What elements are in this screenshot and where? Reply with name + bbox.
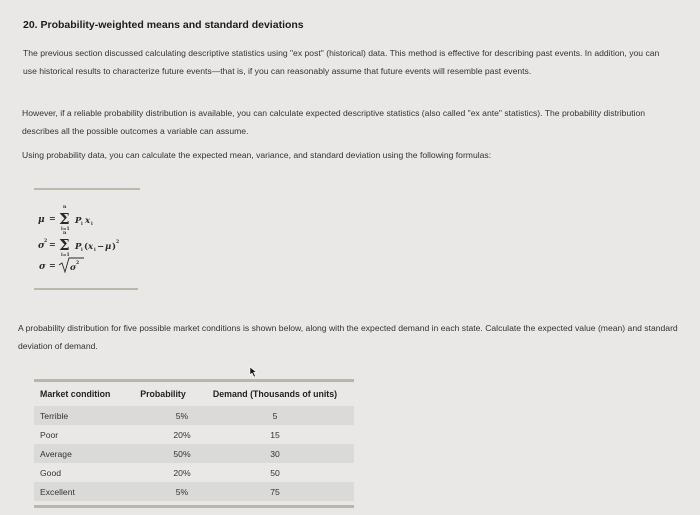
cell-demand: 30 [270, 448, 280, 459]
svg-text:x: x [88, 242, 94, 252]
cell-probability: 20% [173, 429, 191, 440]
svg-text:n: n [63, 231, 67, 236]
svg-text:(: ( [84, 242, 89, 252]
svg-text:2: 2 [44, 239, 48, 244]
formula-top-rule [34, 188, 140, 190]
cell-demand: 75 [270, 486, 280, 497]
paragraph-problem: A probability distribution for five possible market conditions is shown below, along with the expected demand in each state. Calculate the expected value (mean) and standard deviation of demand. [18, 323, 678, 351]
svg-text:−: − [97, 242, 105, 252]
svg-text:σ: σ [70, 263, 77, 273]
svg-text:i: i [91, 222, 93, 227]
svg-text:): ) [112, 242, 117, 252]
svg-text:i=1: i=1 [61, 253, 70, 258]
svg-text:i: i [94, 248, 96, 253]
svg-text:σ: σ [38, 241, 45, 251]
table-row [34, 406, 354, 425]
cell-condition: Good [40, 467, 62, 478]
table-bottom-rule [34, 505, 354, 508]
table-row [34, 444, 354, 463]
header-market-condition: Market condition [40, 389, 111, 399]
mouse-cursor-icon [249, 366, 259, 378]
table-header-row [34, 382, 354, 406]
paragraph-ex-post: The previous section discussed calculating descriptive statistics using "ex post" (historical) data. This method is effective for describing past events. In addition, you can use historical results to characterize future events—that is, if you can reasonably assume that future events will resemble past events. [23, 48, 660, 76]
svg-text:=: = [49, 213, 56, 223]
svg-text:P: P [75, 242, 82, 252]
svg-text:2: 2 [76, 261, 80, 266]
svg-text:i: i [81, 222, 83, 227]
table-row [34, 425, 354, 444]
svg-text:Σ: Σ [59, 236, 70, 254]
header-probability: Probability [140, 389, 186, 399]
cell-condition: Poor [40, 429, 59, 440]
cell-demand: 50 [270, 467, 280, 478]
formula-block [34, 188, 139, 292]
cell-demand: 15 [270, 429, 280, 440]
svg-text:i=1: i=1 [61, 227, 70, 232]
table-row [34, 482, 354, 501]
cell-probability: 5% [175, 486, 189, 497]
distribution-table [34, 379, 354, 508]
paragraph-ex-ante: However, if a reliable probability distribution is available, you can calculate expected descriptive statistics (also called "ex ante" statistics). The probability distribution describes all the possible outcomes a variable can assume. [22, 108, 646, 136]
cell-condition: Average [40, 448, 72, 459]
svg-text:μ: μ [38, 215, 45, 225]
header-demand: Demand (Thousands of units) [212, 389, 338, 399]
svg-text:=: = [49, 239, 56, 249]
cell-condition: Excellent [40, 486, 75, 497]
formula-graphic [34, 194, 144, 286]
cell-probability: 5% [175, 410, 189, 421]
svg-text:2: 2 [116, 240, 120, 245]
svg-text:n: n [63, 205, 67, 210]
svg-text:σ: σ [39, 262, 46, 272]
svg-text:=: = [49, 260, 56, 270]
svg-text:P: P [75, 216, 82, 226]
cell-condition: Terrible [40, 410, 69, 421]
cell-demand: 5 [272, 410, 278, 421]
svg-text:i: i [81, 248, 83, 253]
cell-probability: 20% [173, 467, 191, 478]
svg-text:Σ: Σ [59, 210, 70, 228]
formula-bottom-rule [34, 288, 138, 290]
table-row [34, 463, 354, 482]
svg-text:x: x [85, 216, 91, 226]
cell-probability: 50% [173, 448, 191, 459]
paragraph-formulas-intro: Using probability data, you can calculate the expected mean, variance, and standard deviation using the following formulas: [22, 150, 492, 160]
section-title: 20. Probability-weighted means and standard deviations [23, 19, 304, 31]
svg-text:μ: μ [105, 242, 112, 252]
